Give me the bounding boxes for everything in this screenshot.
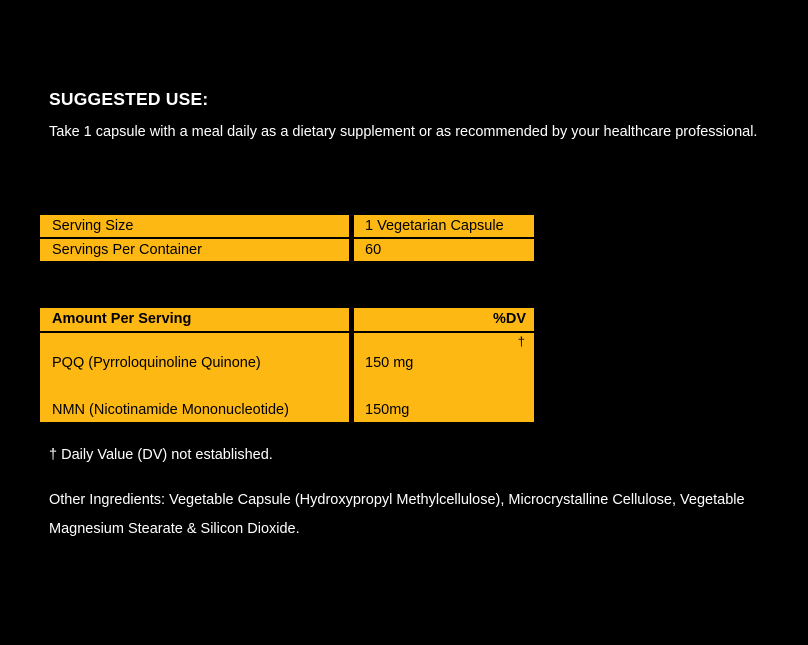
amount-per-serving-header: Amount Per Serving: [40, 308, 354, 331]
percent-dv-header: %DV: [492, 311, 526, 327]
suggested-use-text: Take 1 capsule with a meal daily as a dietary supplement or as recommended by your healthcare professional.: [49, 124, 758, 140]
servings-per-container-value: 60: [365, 242, 382, 258]
ingredient-column: [40, 333, 354, 422]
daily-value-footnote: † Daily Value (DV) not established.: [49, 447, 273, 463]
nmn-ingredient-name: NMN (Nicotinamide Mononucleotide): [52, 402, 289, 418]
table-row: [40, 239, 534, 261]
pqq-ingredient-name: PQQ (Pyrroloquinoline Quinone): [52, 355, 261, 371]
serving-size-value: 1 Vegetarian Capsule: [365, 218, 504, 234]
dv-dagger-symbol: †: [517, 334, 525, 349]
serving-size-label: Serving Size: [40, 215, 354, 237]
other-ingredients-text: Other Ingredients: Vegetable Capsule (Hydroxypropyl Methylcellulose), Microcrystalline Cellulose, Vegetable Magnesium Stearate & Silicon Dioxide.: [49, 492, 745, 537]
nmn-amount: 150mg: [365, 402, 410, 418]
supplement-facts-body: [40, 333, 534, 422]
amount-column: [354, 333, 534, 422]
supplement-facts-header: [40, 308, 534, 333]
suggested-use-heading: SUGGESTED USE:: [49, 89, 209, 109]
servings-per-container-label: Servings Per Container: [40, 239, 354, 261]
supplement-facts-table: [40, 308, 534, 422]
pqq-amount: 150 mg: [365, 355, 414, 371]
table-row: [40, 215, 534, 239]
serving-info-table: [40, 215, 534, 261]
